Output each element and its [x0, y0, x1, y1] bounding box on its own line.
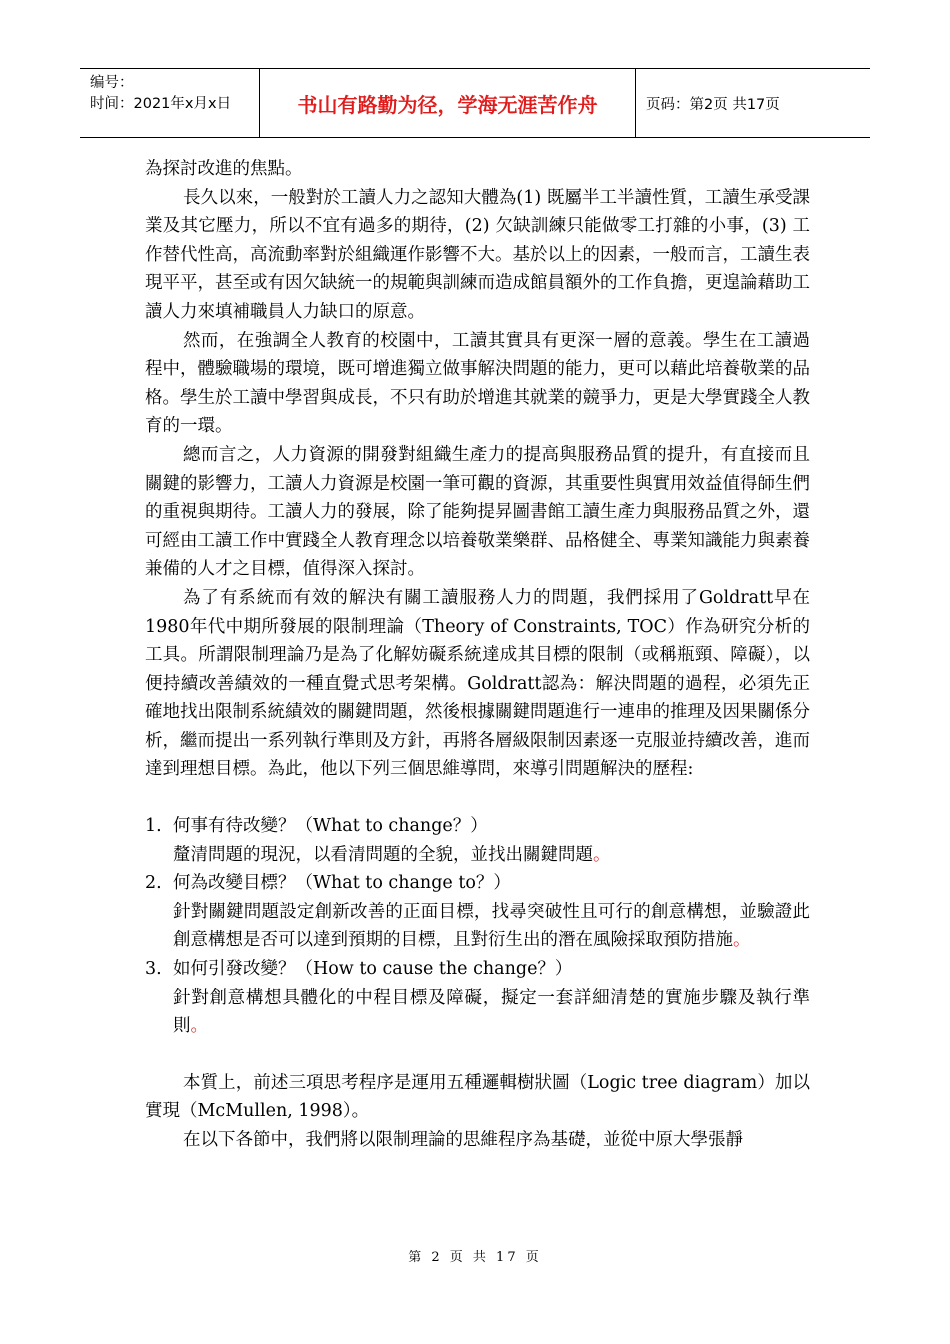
page-footer: 第 2 页 共 17 页 [408, 1250, 542, 1265]
paragraph-3: 總而言之，人力資源的開發對組織生產力的提高與服務品質的提升，有直接而且關鍵的影響力，工讀人力資源是校園一筆可觀的資源，其重要性與實用效益值得師生們的重視與期待。工讀人力的發展，除了能夠提昇圖書館工讀生產力與服務品質之外，還可經由工讀工作中實踐全人教育理念以培養敬業樂群、品格健全、專業知識能力與素養兼備的人才之目標，值得深入探討。 [145, 444, 810, 580]
list-item [145, 869, 810, 955]
paragraph-0: 為探討改進的焦點。 [145, 159, 303, 179]
header-page-info: 页码：第2页 共17页 [646, 96, 780, 113]
header-motto: 书山有路勤为径，学海无涯苦作舟 [260, 69, 636, 137]
time-label: 时间：2021年x月x日 [90, 96, 232, 112]
paragraph-4: 為了有系統而有效的解決有關工讀服務人力的問題，我們採用了Goldratt早在1980年代中期所發展的限制理論（Theory of Constraints, TOC）作為研究分析的工具。所謂限制理論乃是為了化解妨礙系統達成其目標的限制（或稱瓶頸、障礙），以便持續改善績效的一種直覺式思考架構。Goldratt認為：解決問題的過程，必須先正確地找出限制系統績效的關鍵問題，然後根據關鍵問題進行一連串的推理及因果關係分析，繼而提出一系列執行準則及方針，再將各層級限制因素逐一克服並持續改善，進而達到理想目標。為此，他以下列三個思維導問，來導引問題解決的歷程: [145, 587, 810, 780]
list-item [145, 812, 810, 869]
list-item-title: 何事有待改變？（What to change？） [173, 816, 488, 837]
list-number: 2. [145, 873, 162, 894]
closing-paragraph-0: 本質上，前述三項思考程序是運用五種邏輯樹狀圖（Logic tree diagram）加以實現（McMullen, 1998）。 [145, 1072, 810, 1122]
list-item-mark: 。 [733, 930, 751, 951]
number-label: 编号： [90, 75, 134, 91]
list-number: 1. [145, 816, 162, 837]
document-body [145, 155, 810, 1155]
list-item-title: 何為改變目標？（What to change to？） [173, 873, 511, 894]
page-header [80, 68, 870, 138]
list-item-mark: 。 [190, 1016, 208, 1037]
paragraph-1: 長久以來，一般對於工讀人力之認知大體為(1) 既屬半工半讀性質，工讀生承受課業及其它壓力，所以不宜有過多的期待，(2) 欠缺訓練只能做零工打雜的小事，(3) 工作替代性高，高流動率對於組織運作影響不大。基於以上的因素，一般而言，工讀生表現平平，甚至或有因欠缺統一的規範與訓練而造成館員額外的工作負擔，更遑論藉助工讀人力來填補職員人力缺口的原意。 [145, 187, 810, 322]
list-number: 3. [145, 959, 162, 980]
list-item-body: 釐清問題的現況，以看清問題的全貌，並找出關鍵問題 [173, 844, 593, 865]
list-item-title: 如何引發改變？（How to cause the change？） [173, 959, 573, 980]
list-item-mark: 。 [593, 844, 611, 865]
question-list [145, 812, 810, 1041]
list-item-body: 針對關鍵問題設定創新改善的正面目標，找尋突破性且可行的創意構想，並驗證此創意構想是否可以達到預期的目標，且對衍生出的潛在風險採取預防措施 [173, 901, 810, 951]
list-item-body: 針對創意構想具體化的中程目標及障礙，擬定一套詳細清楚的實施步驟及執行準則 [173, 987, 810, 1037]
header-meta [80, 69, 260, 137]
paragraph-2: 然而，在強調全人教育的校園中，工讀其實具有更深一層的意義。學生在工讀過程中，體驗職場的環境，既可增進獨立做事解決問題的能力，更可以藉此培養敬業的品格。學生於工讀中學習與成長，不只有助於增進其就業的競爭力，更是大學實踐全人教育的一環。 [145, 330, 810, 437]
list-item [145, 955, 810, 1041]
closing-paragraph-1: 在以下各節中，我們將以限制理論的思維程序為基礎，並從中原大學張靜 [183, 1130, 743, 1150]
